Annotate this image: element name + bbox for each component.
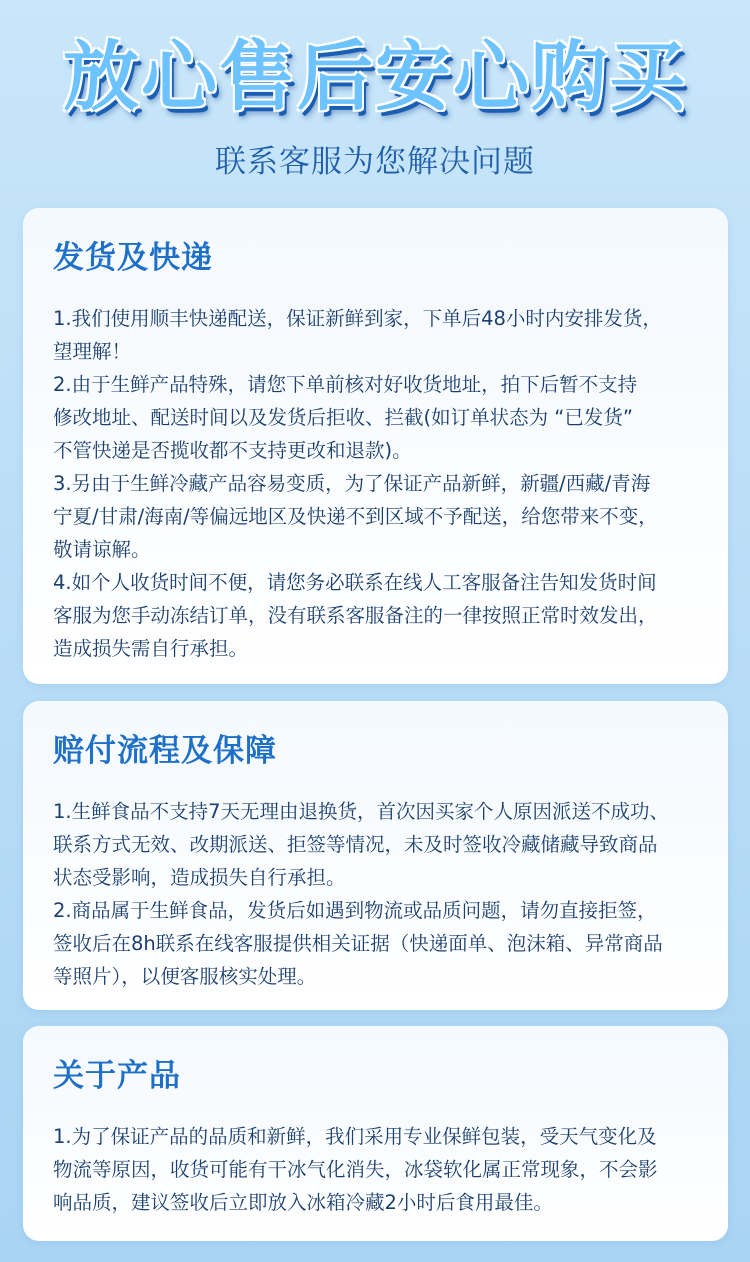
section-line: 4.如个人收货时间不便，请您务必联系在线人工客服备注告知发货时间 bbox=[53, 571, 657, 594]
shipping-card bbox=[23, 208, 728, 684]
section-line: 1.生鲜食品不支持7天无理由退换货，首次因买家个人原因派送不成功、 bbox=[53, 800, 670, 823]
section-line: 状态受影响，造成损失自行承担。 bbox=[53, 866, 346, 889]
section-line: 修改地址、配送时间以及发货后拒收、拦截(如订单状态为 “已发货” bbox=[53, 406, 634, 429]
section-line: 望理解！ bbox=[53, 340, 132, 363]
section-line: 敬请谅解。 bbox=[53, 538, 151, 561]
section-line: 联系方式无效、改期派送、拒签等情况，未及时签收冷藏储藏导致商品 bbox=[53, 833, 658, 856]
hero-subtitle: 联系客服为您解决问题 bbox=[215, 144, 535, 180]
section-title: 赔付流程及保障 bbox=[53, 733, 277, 769]
section-title: 关于产品 bbox=[53, 1058, 181, 1094]
section-line: 1.我们使用顺丰快递配送，保证新鲜到家，下单后48小时内安排发货， bbox=[53, 307, 662, 330]
product-card bbox=[23, 1026, 728, 1241]
section-line: 宁夏/甘肃/海南/等偏远地区及快递不到区域不予配送，给您带来不变， bbox=[53, 505, 658, 528]
section-line: 响品质，建议签收后立即放入冰箱冷藏2小时后食用最佳。 bbox=[53, 1191, 553, 1214]
section-line: 等照片），以便客服核实处理。 bbox=[53, 965, 317, 988]
section-line: 2.由于生鲜产品特殊，请您下单前核对好收货地址，拍下后暂不支持 bbox=[53, 373, 638, 396]
section-title: 发货及快递 bbox=[53, 240, 213, 276]
section-line: 2.商品属于生鲜食品，发货后如遇到物流或品质问题，请勿直接拒签， bbox=[53, 899, 657, 922]
section-line: 不管快递是否揽收都不支持更改和退款)。 bbox=[53, 439, 412, 462]
section-line: 客服为您手动冻结订单，没有联系客服备注的一律按照正常时效发出， bbox=[53, 604, 658, 627]
section-line: 1.为了保证产品的品质和新鲜，我们采用专业保鲜包装，受天气变化及 bbox=[53, 1125, 657, 1148]
section-line: 物流等原因，收货可能有干冰气化消失，冰袋软化属正常现象，不会影 bbox=[53, 1158, 658, 1181]
hero-title: 放心售后安心购买 bbox=[63, 32, 687, 121]
section-line: 造成损失需自行承担。 bbox=[53, 637, 249, 660]
compensation-card bbox=[23, 701, 728, 1010]
section-line: 3.另由于生鲜冷藏产品容易变质，为了保证产品新鲜，新疆/西藏/青海 bbox=[53, 472, 651, 495]
section-line: 签收后在8h联系在线客服提供相关证据（快递面单、泡沫箱、异常商品 bbox=[53, 932, 663, 955]
